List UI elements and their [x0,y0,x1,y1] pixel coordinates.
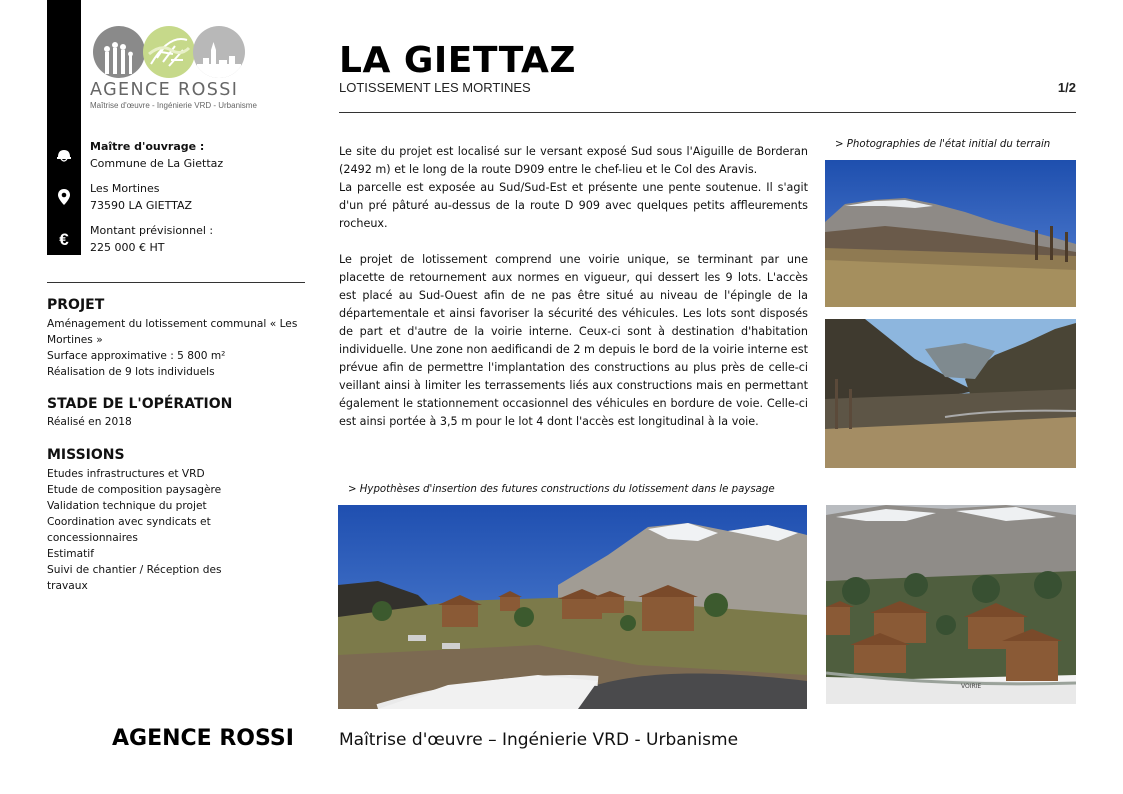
projet-list [47,316,305,380]
budget-value: 225 000 € HT [90,241,165,254]
helmet-icon [47,144,81,166]
address-block [90,180,192,214]
description-paragraph: Le site du projet est localisé sur le versant exposé Sud sous l'Aiguille de Borderan (2492 m) et le long de la route D909 entre le chef-lieu et le Col des Aravis. [339,145,808,176]
logo-tagline: Maîtrise d'œuvre - Ingénierie VRD - Urbanisme [90,101,257,110]
caption-initial-photos: > Photographies de l'état initial du terrain [835,139,1051,150]
owner-value: Commune de La Giettaz [90,157,224,170]
agency-logo [88,24,257,116]
sidebar-strip [47,0,81,255]
caption-insertion: > Hypothèses d'insertion des futures constructions du lotissement dans le paysage [348,484,775,495]
logo-name: AGENCE ROSSI [90,80,239,100]
footer-tagline: Maîtrise d'œuvre – Ingénierie VRD - Urbanisme [339,730,739,750]
photo-initial-site-2 [825,319,1076,468]
mission-item: Validation technique du projet [47,500,207,512]
project-description [339,143,808,431]
description-paragraph: La parcelle est exposée au Sud/Sud-Est et présente une pente soutenue. Il s'agit d'un pré pâturé au-dessus de la route D 909 avec quelques petits affleurements rocheux. [339,181,808,230]
sidebar-divider [47,282,305,283]
header-divider [339,112,1076,113]
projet-line: Réalisation de 9 lots individuels [47,366,215,378]
voirie-label: VOIRIE [961,683,982,690]
page-title: LA GIETTAZ [339,40,576,81]
budget-label: Montant prévisionnel : [90,224,214,237]
address-line1: Les Mortines [90,182,160,195]
photo-initial-site-1 [825,160,1076,307]
logo-circles-icon [91,24,247,80]
projet-line: Aménagement du lotissement communal « Les Mortines » [47,318,298,346]
photo-insertion-main [338,505,807,709]
address-line2: 73590 LA GIETTAZ [90,199,193,212]
stade-line: Réalisé en 2018 [47,416,132,428]
mission-item: Estimatif [47,548,94,560]
missions-list [47,466,247,594]
stade-heading: STADE DE L'OPÉRATION [47,396,233,412]
projet-heading: PROJET [47,297,105,313]
page-subtitle: LOTISSEMENT LES MORTINES [339,80,531,95]
owner-block [90,138,223,172]
owner-label: Maître d'ouvrage : [90,140,205,153]
footer-agency-name: AGENCE ROSSI [112,726,294,751]
missions-heading: MISSIONS [47,447,125,463]
location-pin-icon [47,186,81,208]
euro-icon: € [59,230,69,249]
mission-item: Etudes infrastructures et VRD [47,468,205,480]
projet-line: Surface approximative : 5 800 m² [47,350,226,362]
mission-item: Etude de composition paysagère [47,484,222,496]
photo-insertion-detail [826,505,1076,704]
mission-item: Coordination avec syndicats et concessionnaires [47,516,211,544]
budget-block [90,222,213,256]
stade-list [47,414,305,430]
page-number: 1/2 [1057,80,1076,95]
description-paragraph: Le projet de lotissement comprend une voirie unique, se terminant par une placette de retournement aux normes en vigueur, qui dessert les 9 lots. L'accès est placé au Sud-Ouest afin de ne pas être situé au niveau de l'épingle de la départementale et ainsi favoriser la sécurité des véhicules. Les lots sont disposés de part et d'autre de la voirie interne. Ceux-ci sont à destination d'habitation individuelle. Une zone non aedificandi de 2 m depuis le bord de la voirie interne est prévue afin de permettre l'implantation des constructions au plus près de celle-ci veillant ainsi à limiter les terrassements liés aux constructions mais en permettant également le stationnement occasionnel des véhicules en bordure de voie. Celle-ci est ainsi portée à 3,5 m pour le lot 4 dont l'accès est longitudinal à la voie. [339,253,809,428]
mission-item: Suivi de chantier / Réception des travaux [47,564,222,592]
